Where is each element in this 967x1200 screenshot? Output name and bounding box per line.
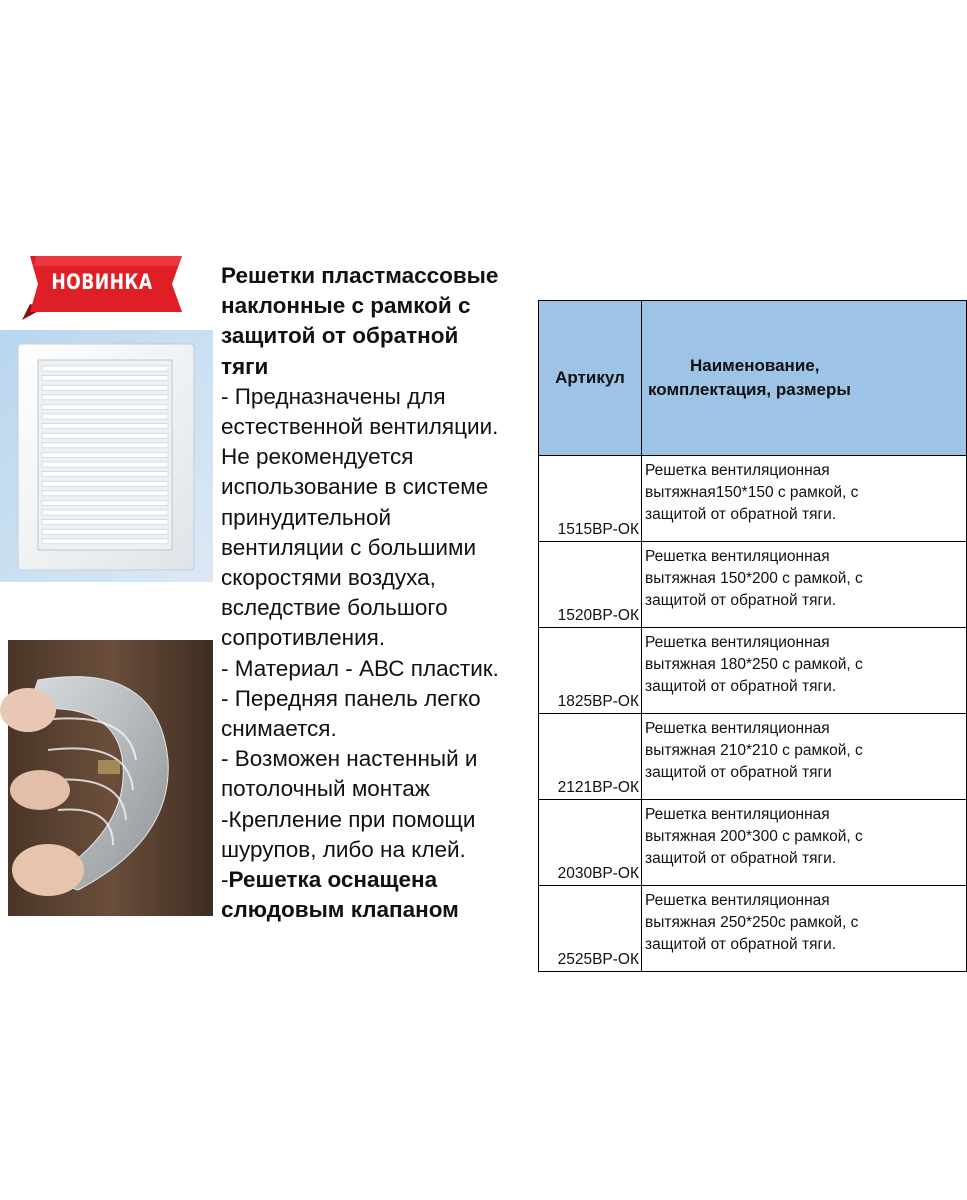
name-line: вытяжная 200*300 с рамкой, с — [645, 828, 863, 845]
badge-label: НОВИНКА — [51, 270, 153, 294]
description-line: шурупов, либо на клей. — [221, 836, 466, 862]
article-cell: 1520ВР-ОК — [539, 542, 642, 628]
table-row — [539, 714, 967, 800]
description-line: защитой от обратной — [221, 323, 459, 349]
description-line: сопротивления. — [221, 625, 386, 651]
description-line: - Материал - АВС пластик. — [221, 655, 499, 681]
name-line: Решетка вентиляционная — [645, 806, 830, 823]
description-line: естественной вентиляции. — [221, 414, 499, 440]
header-article: Артикул — [539, 301, 642, 456]
article-cell: 2030ВР-ОК — [539, 800, 642, 886]
name-line: вытяжная 210*210 с рамкой, с — [645, 742, 863, 759]
name-line: Решетка вентиляционная — [645, 892, 830, 909]
name-cell — [642, 800, 967, 886]
name-cell — [642, 456, 967, 542]
header-name: Наименование, комплектация, размеры — [642, 301, 967, 456]
grille-photo — [0, 330, 213, 582]
description-line: принудительной — [221, 504, 392, 530]
description-line: вентиляции с большими — [221, 534, 477, 560]
table-row — [539, 886, 967, 972]
table-row — [539, 456, 967, 542]
name-line: защитой от обратной тяги. — [645, 936, 837, 953]
name-line: вытяжная 180*250 с рамкой, с — [645, 656, 863, 673]
name-cell — [642, 542, 967, 628]
table-row — [539, 542, 967, 628]
description-line: - Передняя панель легко — [221, 685, 481, 711]
name-line: вытяжная 250*250с рамкой, с — [645, 914, 859, 931]
description-line: наклонные с рамкой с — [221, 293, 471, 319]
name-line: защитой от обратной тяги — [645, 764, 832, 781]
description-line: тяги — [221, 353, 269, 379]
new-badge — [22, 256, 182, 320]
name-line: Решетка вентиляционная — [645, 548, 830, 565]
description-line: - Возможен настенный и — [221, 746, 478, 772]
name-line: вытяжная150*150 с рамкой, с — [645, 484, 859, 501]
article-cell: 1515ВР-ОК — [539, 456, 642, 542]
name-line: защитой от обратной тяги. — [645, 592, 837, 609]
article-cell: 1825ВР-ОК — [539, 628, 642, 714]
name-cell — [642, 714, 967, 800]
table-row — [539, 800, 967, 886]
description-line: вследствие большого — [221, 595, 448, 621]
name-line: защитой от обратной тяги. — [645, 678, 837, 695]
article-cell: 2121ВР-ОК — [539, 714, 642, 800]
name-line: Решетка вентиляционная — [645, 462, 830, 479]
product-table — [538, 300, 900, 968]
table-row — [539, 628, 967, 714]
name-line: защитой от обратной тяги. — [645, 506, 837, 523]
description-line: -Крепление при помощи — [221, 806, 476, 832]
description-line: Не рекомендуется — [221, 444, 414, 470]
valve-photo — [8, 640, 213, 916]
name-line: Решетка вентиляционная — [645, 634, 830, 651]
product-description — [221, 261, 539, 925]
name-line: защитой от обратной тяги. — [645, 850, 837, 867]
name-line: вытяжная 150*200 с рамкой, с — [645, 570, 863, 587]
description-line: Решетки пластмассовые — [221, 263, 499, 288]
description-line: - Предназначены для — [221, 383, 446, 409]
description-line: скоростями воздуха, — [221, 565, 436, 591]
description-line: -Решетка оснащена — [221, 867, 438, 893]
description-line: потолочный монтаж — [221, 776, 430, 802]
description-line: использование в системе — [221, 474, 489, 500]
description-line: слюдовым клапаном — [221, 897, 459, 923]
name-cell — [642, 886, 967, 972]
description-line: снимается. — [221, 716, 337, 742]
article-cell: 2525ВР-ОК — [539, 886, 642, 972]
name-line: Решетка вентиляционная — [645, 720, 830, 737]
name-cell — [642, 628, 967, 714]
